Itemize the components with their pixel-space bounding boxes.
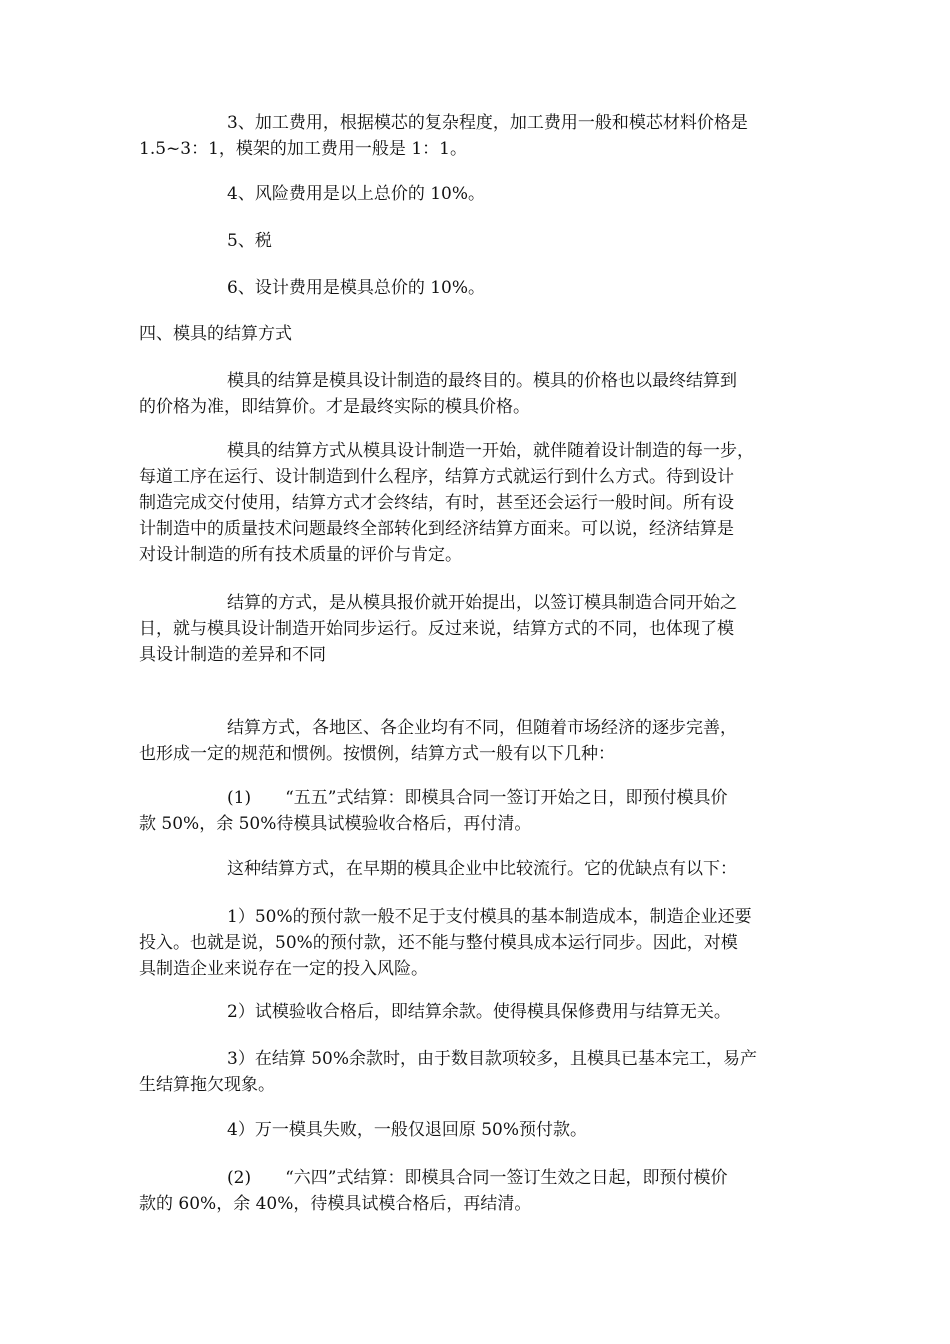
text-line: 计制造中的质量技术问题最终全部转化到经济结算方面来。可以说，经济结算是 — [139, 519, 734, 539]
text-line: 5、税 — [227, 231, 272, 251]
text-line: 日，就与模具设计制造开始同步运行。反过来说，结算方式的不同，也体现了模 — [139, 619, 734, 639]
text-line: 四、模具的结算方式 — [139, 324, 292, 344]
text-line: 投入。也就是说，50%的预付款，还不能与整付模具成本运行同步。因此，对模 — [139, 933, 738, 953]
text-line: 模具的结算方式从模具设计制造一开始，就伴随着设计制造的每一步， — [227, 441, 754, 461]
paragraph-method-6-4 — [139, 1165, 811, 1217]
paragraph-tax — [139, 228, 811, 254]
text-line: 制造完成交付使用，结算方式才会终结，有时，甚至还会运行一般时间。所有设 — [139, 493, 734, 513]
text-line: 具制造企业来说存在一定的投入风险。 — [139, 959, 428, 979]
paragraph-pros-cons-intro — [139, 856, 811, 882]
text-line: 4）万一模具失败，一般仅退回原 50%预付款。 — [227, 1120, 588, 1140]
text-line: 结算的方式，是从模具报价就开始提出，以签订模具制造合同开始之 — [227, 593, 737, 613]
text-line: (2) “六四”式结算：即模具合同一签订生效之日起，即预付模价 — [227, 1168, 728, 1188]
text-line: 这种结算方式，在早期的模具企业中比较流行。它的优缺点有以下： — [227, 859, 737, 879]
text-line: 2）试模验收合格后，即结算余款。使得模具保修费用与结算无关。 — [227, 1002, 731, 1022]
paragraph-settlement-norms — [139, 715, 811, 767]
text-line: 1.5~3：1，模架的加工费用一般是 1：1。 — [139, 139, 467, 159]
text-line: 3、加工费用，根据模芯的复杂程度，加工费用一般和模芯材料价格是 — [227, 113, 748, 133]
text-line: 每道工序在运行、设计制造到什么程序，结算方式就运行到什么方式。待到设计 — [139, 467, 734, 487]
text-line: 模具的结算是模具设计制造的最终目的。模具的价格也以最终结算到 — [227, 371, 737, 391]
text-line: (1) “五五”式结算：即模具合同一签订开始之日，即预付模具价 — [227, 788, 728, 808]
paragraph-risk-cost — [139, 181, 811, 207]
text-line: 结算方式，各地区、各企业均有不同，但随着市场经济的逐步完善， — [227, 718, 737, 738]
section-heading-settlement — [139, 321, 811, 347]
text-line: 的价格为准，即结算价。才是最终实际的模具价格。 — [139, 397, 530, 417]
text-line: 1）50%的预付款一般不足于支付模具的基本制造成本，制造企业还要 — [227, 907, 752, 927]
paragraph-point-4 — [139, 1117, 811, 1143]
text-line: 生结算拖欠现象。 — [139, 1075, 275, 1095]
text-line: 4、风险费用是以上总价的 10%。 — [227, 184, 486, 204]
paragraph-point-3 — [139, 1046, 811, 1098]
text-line: 对设计制造的所有技术质量的评价与肯定。 — [139, 545, 462, 565]
text-line: 款的 60%，余 40%，待模具试模合格后，再结清。 — [139, 1194, 532, 1214]
paragraph-settlement-process — [139, 438, 811, 568]
paragraph-design-cost — [139, 275, 811, 301]
text-line: 6、设计费用是模具总价的 10%。 — [227, 278, 486, 298]
paragraph-point-2 — [139, 999, 811, 1025]
paragraph-point-1 — [139, 904, 811, 982]
paragraph-method-5-5 — [139, 785, 811, 837]
paragraph-settlement-purpose — [139, 368, 811, 420]
text-line: 款 50%，余 50%待模具试模验收合格后，再付清。 — [139, 814, 532, 834]
text-line: 3）在结算 50%余款时，由于数目款项较多，且模具已基本完工，易产 — [227, 1049, 758, 1069]
text-line: 具设计制造的差异和不同 — [139, 645, 326, 665]
text-line: 也形成一定的规范和惯例。按惯例，结算方式一般有以下几种： — [139, 744, 615, 764]
paragraph-settlement-start — [139, 590, 811, 668]
paragraph-processing-cost — [139, 110, 811, 162]
